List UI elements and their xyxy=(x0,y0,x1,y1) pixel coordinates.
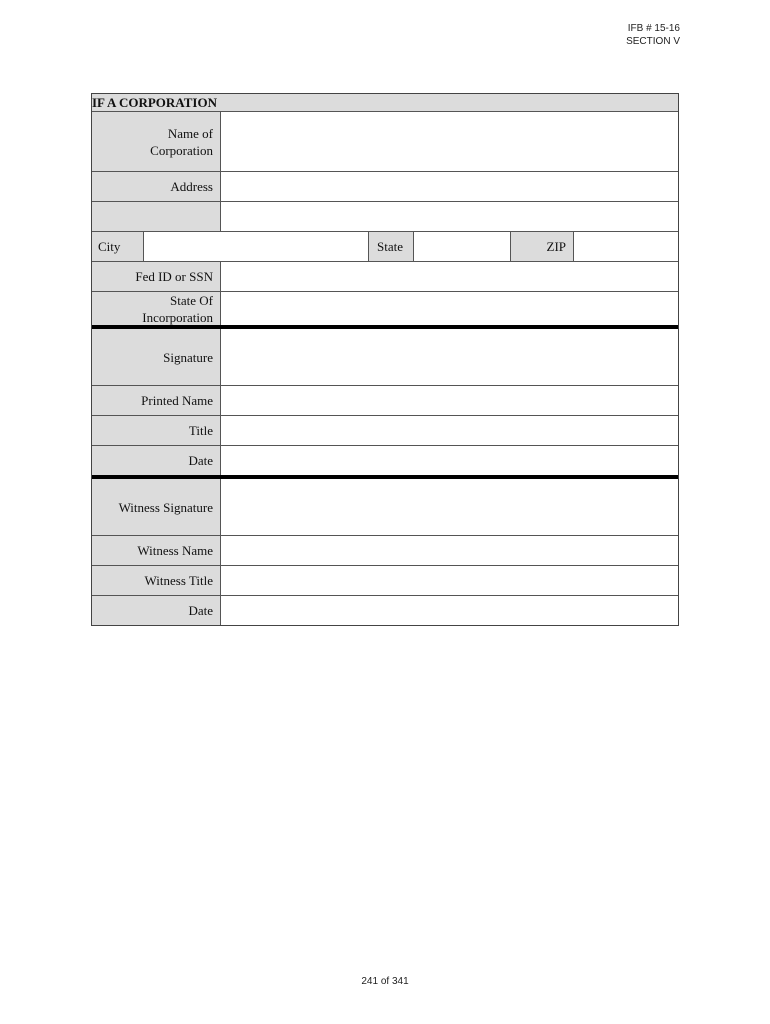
witness-name-row xyxy=(92,535,678,565)
address-label: Address xyxy=(92,172,221,201)
witness-date-field[interactable] xyxy=(221,596,678,625)
printed-name-label: Printed Name xyxy=(92,386,221,415)
address-line2-row xyxy=(92,201,678,231)
zip-label: ZIP xyxy=(511,232,574,261)
date-label: Date xyxy=(92,446,221,475)
state-of-incorporation-row xyxy=(92,291,678,325)
title-field[interactable] xyxy=(221,416,678,445)
address-row xyxy=(92,171,678,201)
ifb-number: IFB # 15-16 xyxy=(627,23,680,34)
printed-name-row xyxy=(92,385,678,415)
corporation-name-label-line1: Name of xyxy=(167,125,213,141)
address-line2-label-cell xyxy=(92,202,221,231)
page-header xyxy=(626,22,680,48)
title-label: Title xyxy=(92,416,221,445)
signature-label: Signature xyxy=(92,329,221,385)
witness-signature-field[interactable] xyxy=(221,479,678,535)
witness-date-label: Date xyxy=(92,596,221,625)
title-row xyxy=(92,415,678,445)
signature-row xyxy=(92,325,678,385)
witness-title-row xyxy=(92,565,678,595)
date-row xyxy=(92,445,678,475)
corporation-form xyxy=(91,93,679,626)
address-field[interactable] xyxy=(221,172,678,201)
corporation-name-field[interactable] xyxy=(221,112,678,171)
state-label: State xyxy=(369,232,414,261)
printed-name-field[interactable] xyxy=(221,386,678,415)
state-field[interactable] xyxy=(414,232,511,261)
witness-signature-row xyxy=(92,475,678,535)
city-field[interactable] xyxy=(144,232,369,261)
page-number: 241 of 341 xyxy=(361,976,409,987)
form-title: IF A CORPORATION xyxy=(92,94,678,111)
state-of-incorporation-label-line2: Incorporation xyxy=(142,309,213,325)
date-field[interactable] xyxy=(221,446,678,475)
state-of-incorporation-label-line1: State Of xyxy=(170,292,213,308)
witness-name-label: Witness Name xyxy=(92,536,221,565)
corporation-name-label xyxy=(92,112,221,171)
witness-date-row xyxy=(92,595,678,625)
city-label: City xyxy=(92,232,144,261)
signature-field[interactable] xyxy=(221,329,678,385)
witness-name-field[interactable] xyxy=(221,536,678,565)
fed-id-label: Fed ID or SSN xyxy=(92,262,221,291)
state-of-incorporation-label xyxy=(92,292,221,325)
witness-title-field[interactable] xyxy=(221,566,678,595)
zip-field[interactable] xyxy=(574,232,678,261)
witness-title-label: Witness Title xyxy=(92,566,221,595)
fed-id-field[interactable] xyxy=(221,262,678,291)
corporation-name-row xyxy=(92,111,678,171)
witness-signature-label: Witness Signature xyxy=(92,479,221,535)
corporation-name-label-line2: Corporation xyxy=(150,142,213,158)
section-label: SECTION V xyxy=(626,36,680,47)
state-of-incorporation-field[interactable] xyxy=(221,292,678,325)
city-state-zip-row xyxy=(92,231,678,261)
address-line2-field[interactable] xyxy=(221,202,678,231)
fed-id-row xyxy=(92,261,678,291)
